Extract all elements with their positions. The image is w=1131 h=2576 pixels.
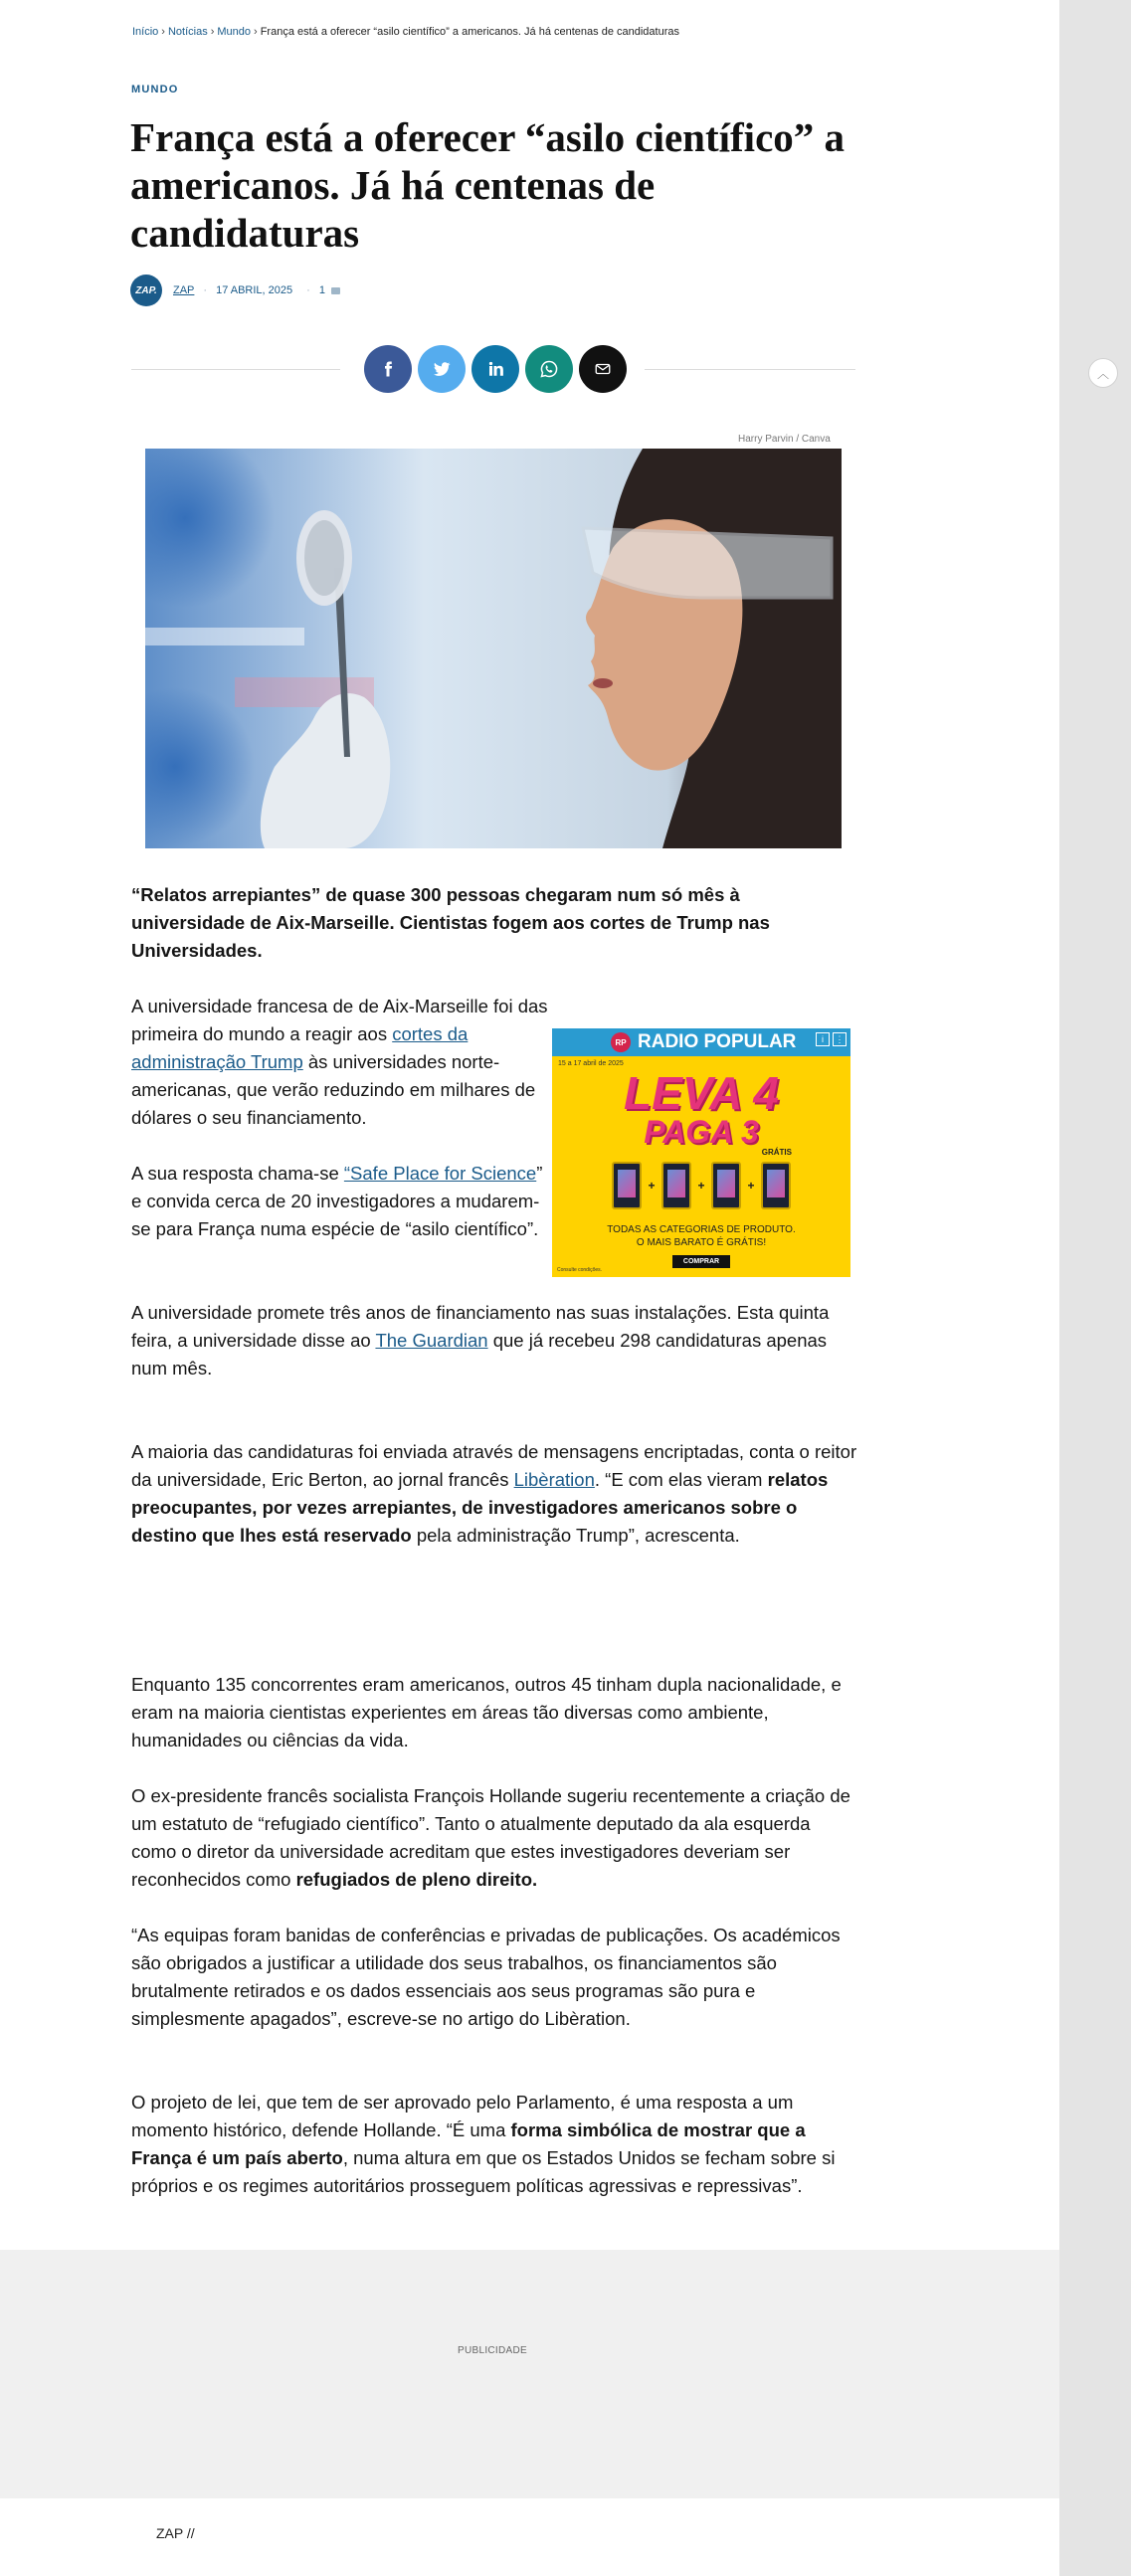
paragraph-text: que já recebeu 298 candidaturas apenas num mês. xyxy=(131,1330,828,1379)
safe-place-link[interactable]: “Safe Place for Science xyxy=(343,1163,537,1184)
ad-controls xyxy=(816,1032,847,1046)
chevron-up-icon: ︿ xyxy=(1096,366,1109,381)
whatsapp-share-button[interactable] xyxy=(525,345,573,393)
divider xyxy=(645,369,855,370)
email-icon xyxy=(594,360,612,378)
breadcrumb-separator: › xyxy=(161,26,165,38)
cuts-trump-link[interactable]: cortes da administração Trump xyxy=(131,1023,469,1072)
lead-paragraph: “Relatos arrepiantes” de quase 300 pessoas chegaram num só mês à universidade de Aix-Marseille. Cientistas fogem aos cortes de Trump nas Universidades. xyxy=(131,884,770,961)
author-avatar[interactable]: ZAP. xyxy=(130,275,162,306)
paragraph-bold: refugiados de pleno direito. xyxy=(295,1869,538,1890)
paragraph-text: Enquanto 135 concorrentes eram americanos, outros 45 tinham dupla nacionalidade, e eram na maioria cientistas experientes em áreas tão diversas como ambiente, humanidades ou ciências da vida. xyxy=(131,1674,842,1750)
advertisement-radio-popular[interactable] xyxy=(552,1028,850,1277)
article-paragraph-7 xyxy=(131,1922,857,2033)
phone-product-image xyxy=(612,1162,642,1209)
article-lead xyxy=(131,881,857,965)
email-share-button[interactable] xyxy=(579,345,627,393)
share-bar xyxy=(131,345,855,393)
paragraph-text: A universidade francesa de de Aix-Marseille foi das primeira do mundo a reagir aos xyxy=(131,996,548,1044)
hero-image xyxy=(145,449,842,848)
article-paragraph-5 xyxy=(131,1671,857,1754)
ad-date: 15 a 17 abril de 2025 xyxy=(558,1060,624,1067)
plus-icon: + xyxy=(697,1179,705,1193)
comments-count: 1 xyxy=(318,284,325,296)
article-paragraph-1 xyxy=(131,993,549,1132)
meta-separator: · xyxy=(203,284,208,296)
paragraph-bold: relatos preocupantes, por vezes arrepiantes, de investigadores americanos sobre o destino que lhes está reservado xyxy=(131,1469,829,1546)
breadcrumb-separator: › xyxy=(254,26,258,38)
author-link[interactable]: ZAP xyxy=(173,284,195,296)
breadcrumb-section-link[interactable]: Mundo xyxy=(217,26,252,38)
tablet-product-image xyxy=(761,1162,791,1209)
laptop-product-image xyxy=(661,1162,691,1209)
ad-fine-print: Consulte condições. xyxy=(557,1267,603,1273)
breadcrumb-current: França está a oferecer “asilo científico” a americanos. Já há centenas de candidaturas xyxy=(260,26,679,38)
ad-copy-line-2: O MAIS BARATO É GRÁTIS! xyxy=(636,1237,767,1248)
ad-menu-icon[interactable]: ⋮ xyxy=(833,1032,847,1046)
paragraph-text: O projeto de lei, que tem de ser aprovado pelo Parlamento, é uma resposta a um momento histórico, defende Hollande. “É uma xyxy=(131,2092,794,2140)
ad-gratis-tag: GRÁTIS xyxy=(761,1148,792,1157)
paragraph-text: , numa altura em que os Estados Unidos se fecham sobre si próprios e os regimes autoritários prosseguem políticas agressivas e repressivas”. xyxy=(131,2147,836,2196)
ad-logo: RP xyxy=(611,1032,631,1052)
page-side-gutter xyxy=(1059,0,1131,2576)
plus-icon: + xyxy=(747,1179,755,1193)
plus-icon: + xyxy=(648,1179,656,1193)
scroll-to-top-button[interactable] xyxy=(1088,358,1118,388)
divider xyxy=(131,369,340,370)
breadcrumb-home-link[interactable]: Início xyxy=(132,26,159,38)
linkedin-icon xyxy=(486,360,504,378)
ad-buy-button[interactable]: COMPRAR xyxy=(672,1255,730,1268)
section-label[interactable]: MUNDO xyxy=(131,84,179,95)
ad-headline-2: PAGA 3 xyxy=(644,1114,759,1150)
paragraph-text: . “E com elas vieram xyxy=(594,1469,768,1490)
ad-products xyxy=(612,1158,791,1213)
article-paragraph-3 xyxy=(131,1299,857,1382)
paragraph-bold: forma simbólica de mostrar que a França é um país aberto xyxy=(131,2119,806,2168)
paragraph-text: pela administração Trump”, acrescenta. xyxy=(411,1525,740,1546)
comment-icon xyxy=(331,287,340,294)
ad-copy-line-1: TODAS AS CATEGORIAS DE PRODUTO. xyxy=(607,1224,796,1235)
liberation-link[interactable]: Libèration xyxy=(513,1469,595,1490)
paragraph-text: O ex-presidente francês socialista François Hollande sugeriu recentemente a criação de um estatuto de “refugiado científico”. Tanto o atualmente deputado da ala esquerda como o diretor da universidade acreditam que estes investigadores deveriam ser reconhecidos como xyxy=(131,1785,850,1890)
ad-headline-1: LEVA 4 xyxy=(624,1067,779,1119)
ad-brand: RADIO POPULAR xyxy=(638,1031,797,1052)
advertisement-band xyxy=(0,2250,1059,2498)
meta-separator: · xyxy=(306,284,310,296)
whatsapp-icon xyxy=(539,359,559,379)
watch-product-image xyxy=(711,1162,741,1209)
breadcrumb-separator: › xyxy=(210,26,215,38)
photo-credit: Harry Parvin / Canva xyxy=(738,434,831,445)
article-meta xyxy=(130,275,340,306)
breadcrumb xyxy=(132,26,679,38)
article-paragraph-8 xyxy=(131,2089,857,2200)
paragraph-text: às universidades norte-americanas, que verão reduzindo em milhares de dólares o seu financiamento. xyxy=(131,1051,536,1128)
comments-link[interactable] xyxy=(319,284,340,296)
twitter-icon xyxy=(432,359,452,379)
paragraph-text: “As equipas foram banidas de conferências e privadas de publicações. Os académicos são obrigados a justificar a utilidade dos seus trabalhos, os financiamentos são brutalmente retirados e os dados essenciais aos seus programas são pura e simplesmente apagados”, escreve-se no artigo do Libèration. xyxy=(131,1925,841,2029)
article-paragraph-2 xyxy=(131,1160,549,1243)
scientist-photo xyxy=(145,449,842,848)
twitter-share-button[interactable] xyxy=(418,345,466,393)
paragraph-text: A universidade promete três anos de financiamento nas suas instalações. Esta quinta feira, a universidade disse ao xyxy=(131,1302,830,1351)
paragraph-text: ” e convida cerca de 20 investigadores a mudarem-se para França numa espécie de “asilo científico”. xyxy=(131,1163,543,1239)
facebook-share-button[interactable] xyxy=(364,345,412,393)
advertising-label: PUBLICIDADE xyxy=(458,2345,527,2356)
linkedin-share-button[interactable] xyxy=(471,345,519,393)
publish-date: 17 ABRIL, 2025 xyxy=(216,284,293,296)
article-paragraph-4 xyxy=(131,1438,857,1550)
ad-copy xyxy=(552,1223,850,1249)
ad-info-icon[interactable]: i xyxy=(816,1032,830,1046)
article-title: França está a oferecer “asilo científico” a americanos. Já há centenas de candidaturas xyxy=(130,114,846,256)
article-paragraph-6 xyxy=(131,1782,857,1894)
guardian-link[interactable]: The Guardian xyxy=(375,1330,488,1351)
facebook-icon xyxy=(379,360,397,378)
breadcrumb-news-link[interactable]: Notícias xyxy=(167,26,208,38)
paragraph-text: A sua resposta chama-se xyxy=(131,1163,344,1184)
paragraph-text: A maioria das candidaturas foi enviada através de mensagens encriptadas, conta o reitor da universidade, Eric Berton, ao jornal francês xyxy=(131,1441,857,1490)
footer-logo[interactable]: ZAP // xyxy=(156,2525,195,2541)
